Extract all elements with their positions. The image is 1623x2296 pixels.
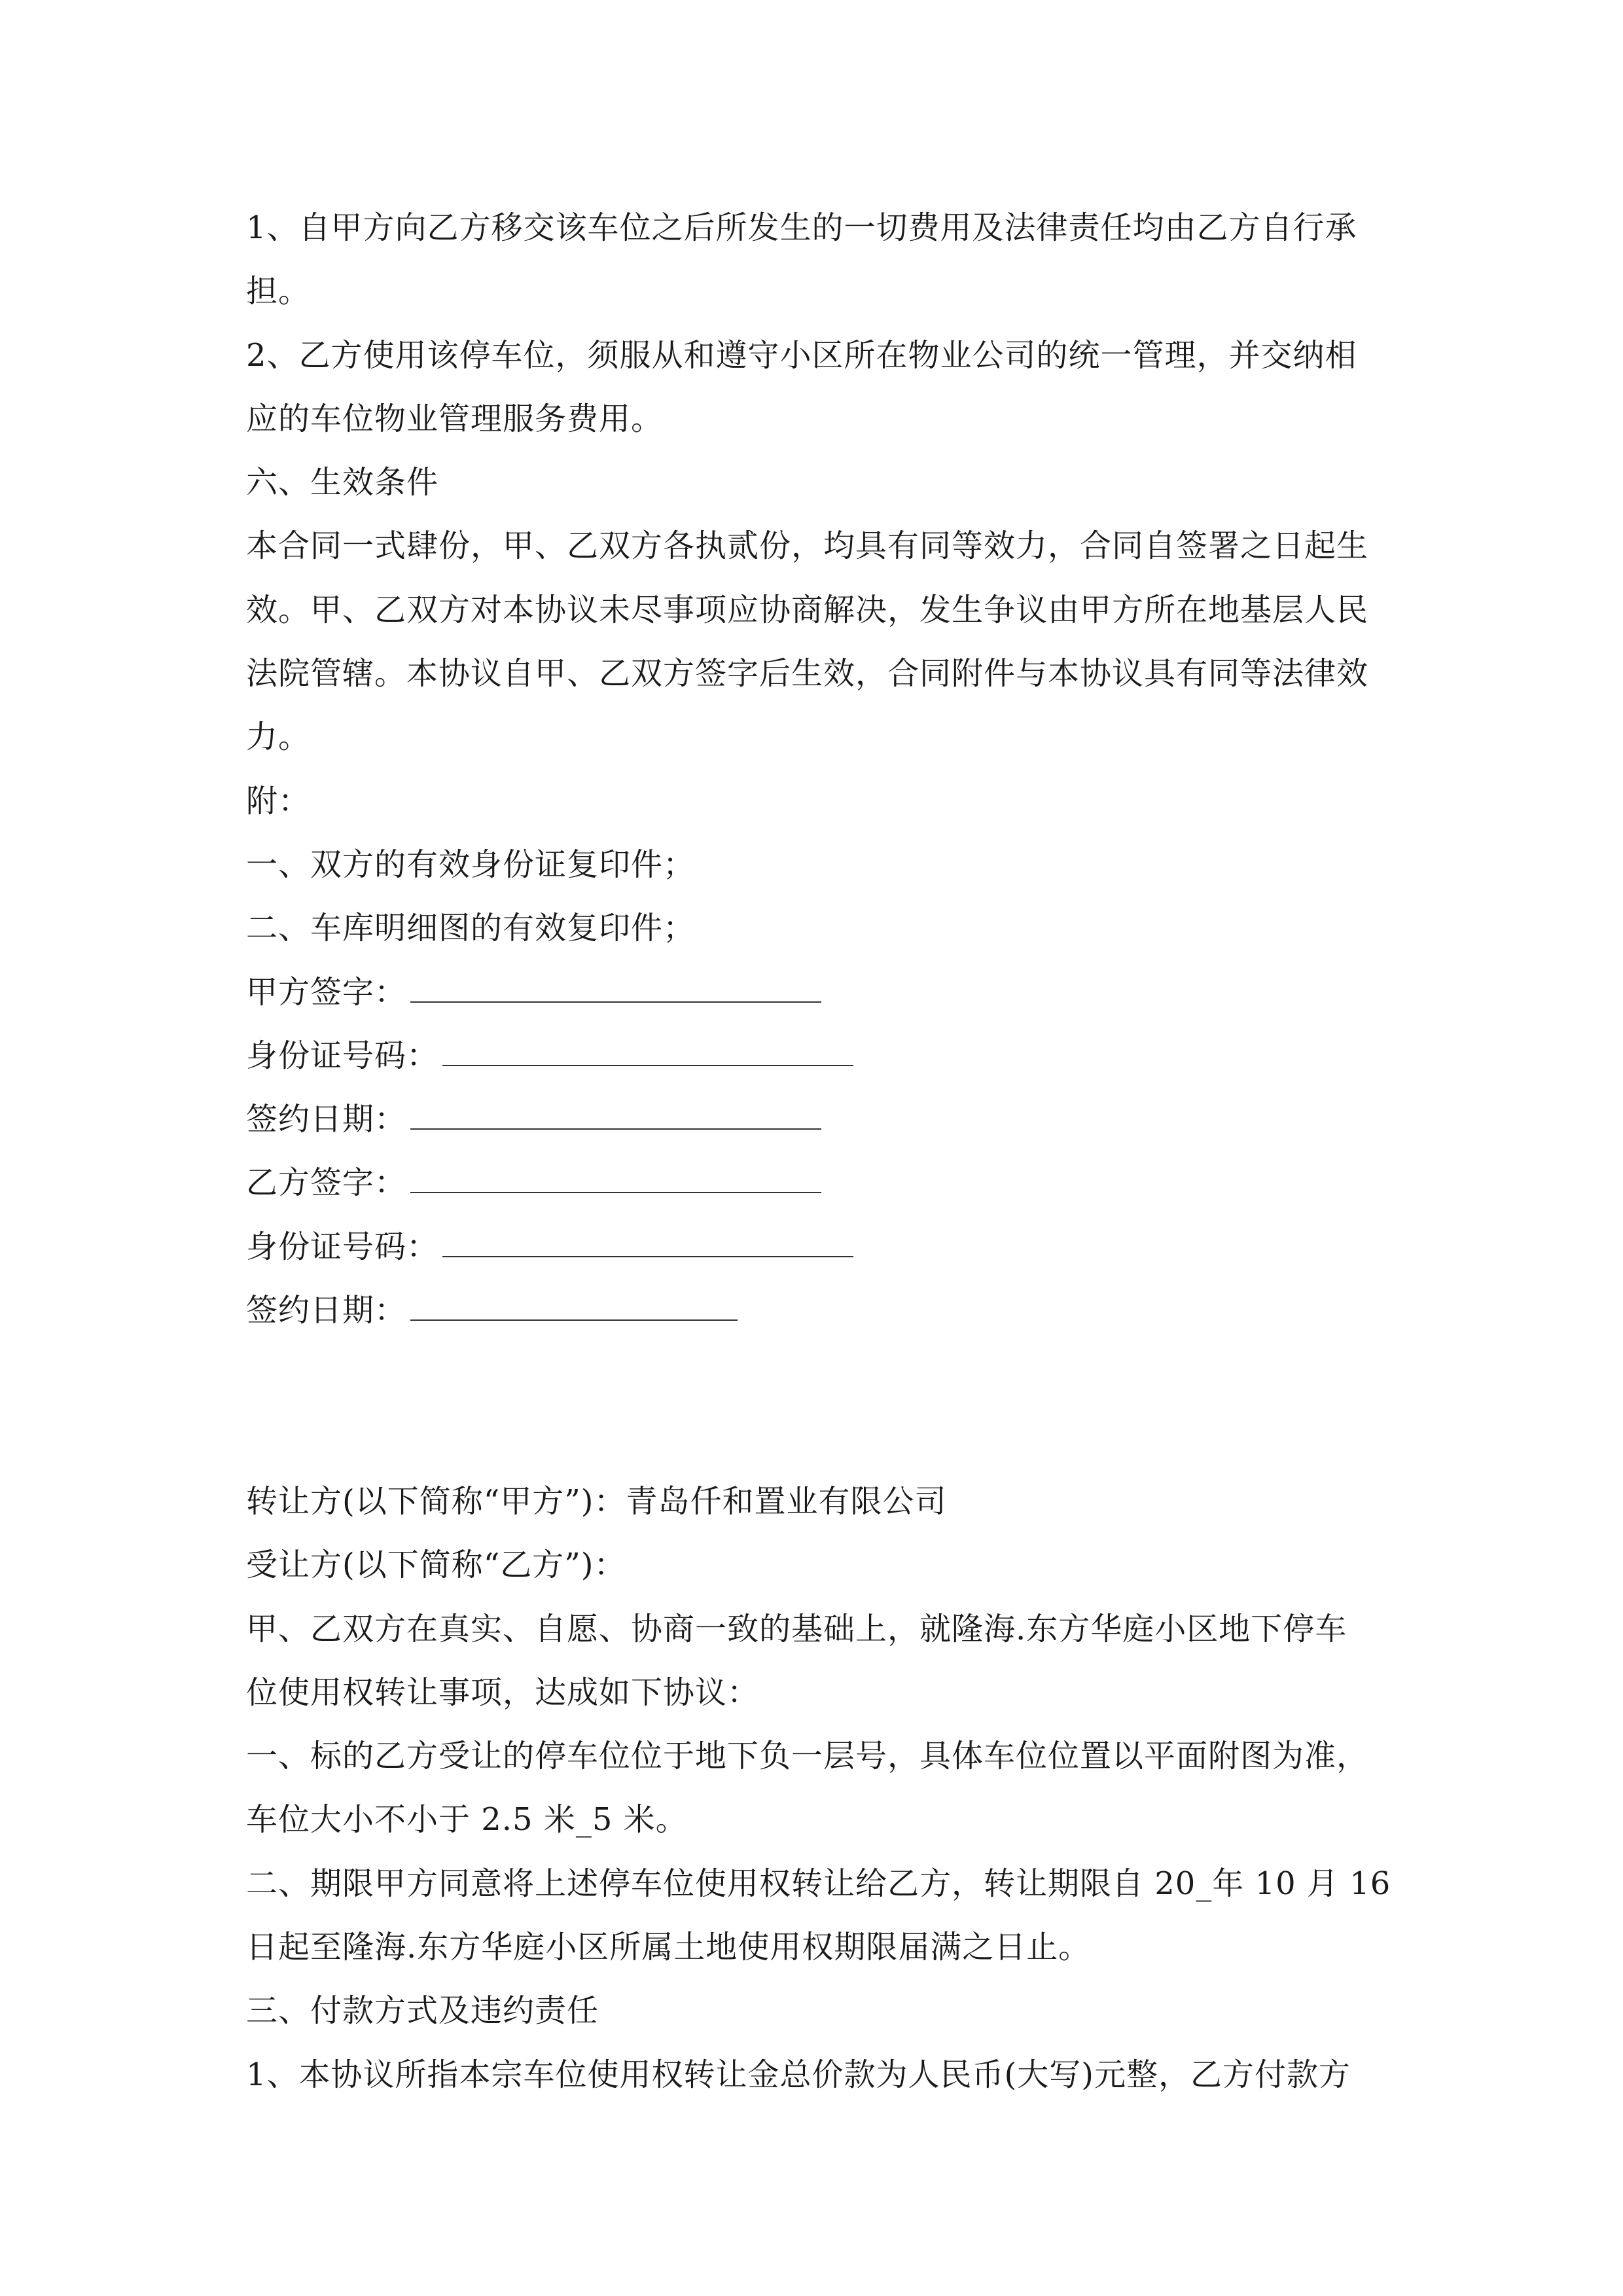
intro-line2: 位使用权转让事项，达成如下协议： [246,1674,760,1711]
attachments-heading: 附： [246,782,311,819]
party-b-date-blank[interactable] [410,1293,738,1321]
clause1-line2: 车位大小不小于 2.5 米_5 米。 [246,1801,688,1839]
party-b-signature-label: 乙方签字： [246,1164,407,1202]
party-b-signature-blank[interactable] [410,1166,821,1193]
attachment-item-2: 二、车库明细图的有效复印件； [246,910,696,947]
party-b-signature-row [246,1151,1385,1215]
section-five-item1-line1: 1、自甲方向乙方移交该车位之后所发生的一切费用及法律责任均由乙方自行承 [246,209,1357,246]
party-a-date-blank[interactable] [410,1102,821,1130]
party-b-date-label: 签约日期： [246,1292,407,1329]
document-body [246,196,1391,2107]
party-a-id-blank[interactable] [442,1039,853,1066]
section-five-item2-line2: 应的车位物业管理服务费用。 [246,400,664,437]
section-six-para-line3: 法院管辖。本协议自甲、乙双方签字后生效，合同附件与本协议具有同等法律效 [246,655,1369,692]
clause3-heading: 三、付款方式及违约责任 [246,1992,599,2030]
clause1-line1: 一、标的乙方受让的停车位位于地下负一层号，具体车位位置以平面附图为准， [246,1738,1369,1775]
intro-line1: 甲、乙双方在真实、自愿、协商一致的基础上，就隆海.东方华庭小区地下停车 [246,1610,1347,1647]
party-a-id-label: 身份证号码： [246,1037,439,1074]
party-a-signature-row [246,961,1385,1024]
section-spacer [246,1342,1385,1470]
transferor-line: 转让方(以下简称“甲方”)：青岛仟和置业有限公司 [246,1482,947,1520]
party-a-date-row [246,1088,1385,1151]
section-five-item2-line1: 2、乙方使用该停车位，须服从和遵守小区所在物业公司的统一管理，并交纳相 [246,336,1357,374]
section-five-item1-line2: 担。 [246,273,311,310]
section-six-para-line4: 力。 [246,719,311,756]
section-six-heading: 六、生效条件 [246,464,439,501]
party-b-id-blank[interactable] [442,1230,853,1257]
party-a-id-row [246,1024,1385,1088]
section-six-para-line2: 效。甲、乙双方对本协议未尽事项应协商解决，发生争议由甲方所在地基层人民 [246,591,1369,628]
transferee-line: 受让方(以下简称“乙方”)： [246,1547,626,1584]
party-b-id-label: 身份证号码： [246,1228,439,1265]
party-a-date-label: 签约日期： [246,1101,407,1138]
party-b-id-row [246,1215,1385,1279]
party-b-date-row [246,1279,1385,1342]
clause2-line1: 二、期限甲方同意将上述停车位使用权转让给乙方，转让期限自 20_年 10 月 16 [246,1865,1391,1902]
section-six-para-line1: 本合同一式肆份，甲、乙双方各执贰份，均具有同等效力，合同自签署之日起生 [246,528,1369,565]
clause2-line2: 日起至隆海.东方华庭小区所属土地使用权期限届满之日止。 [246,1929,1091,1966]
party-a-signature-blank[interactable] [410,975,821,1003]
clause3-item1-line1: 1、本协议所指本宗车位使用权转让金总价款为人民币(大写)元整，乙方付款方 [246,2056,1351,2093]
attachment-item-1: 一、双方的有效身份证复印件； [246,846,696,883]
party-a-signature-label: 甲方签字： [246,973,407,1011]
